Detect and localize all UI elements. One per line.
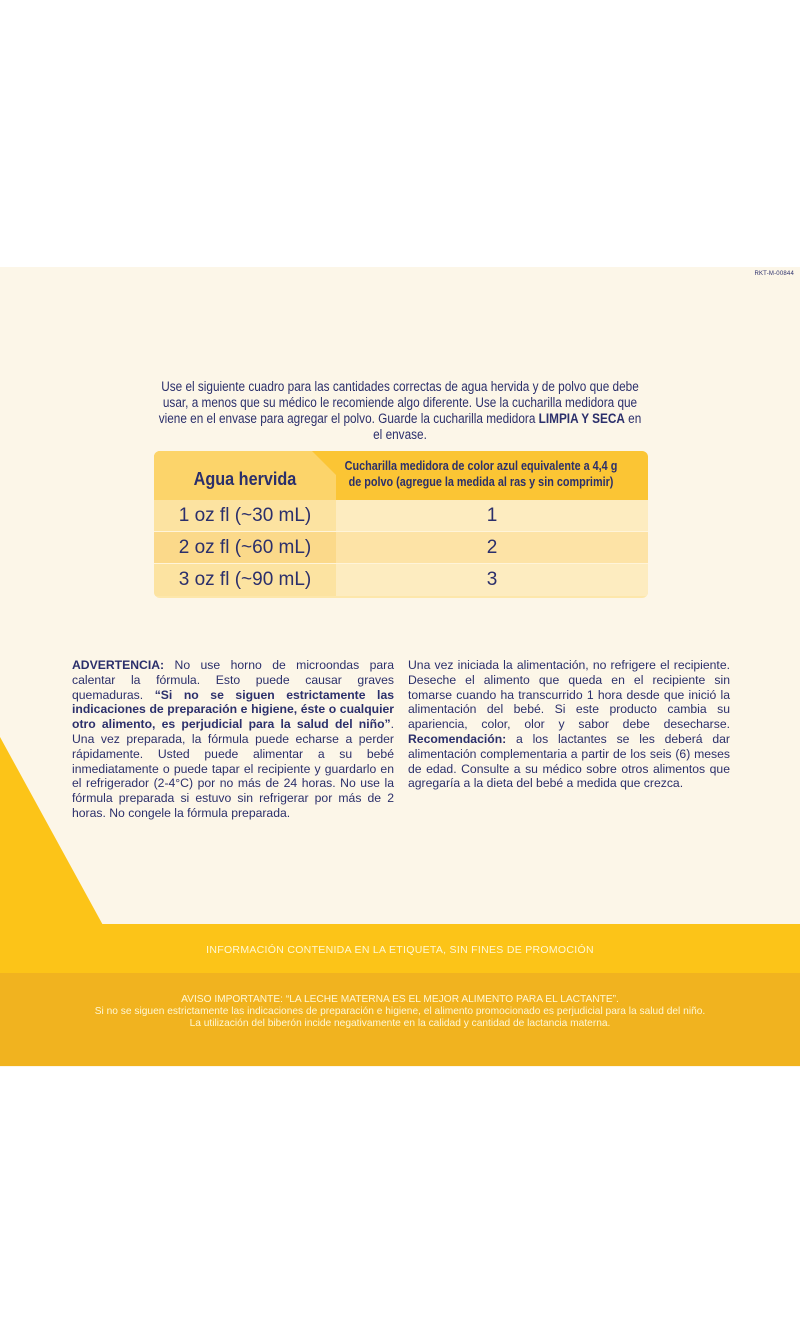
feeding-text: Una vez iniciada la alimentación, no refrigere el recipiente. Deseche el alimento que queda en el recipiente sin tomarse cuando ha transcurrido 1 hora desde que inició la alimentación del bebé. Si este producto cambia su apariencia, color, olor y sabor debe desecharse. — [408, 658, 730, 732]
notice-line: La utilización del biberón incide negativamente en la calidad y cantidad de lactancia materna. — [189, 1018, 611, 1030]
water-amount: 3 oz fl (~90 mL) — [154, 564, 336, 596]
table-row — [154, 500, 648, 532]
feeding-paragraph — [408, 658, 730, 791]
water-amount: 2 oz fl (~60 mL) — [154, 532, 336, 564]
intro-paragraph — [154, 379, 647, 443]
notice-line: Si no se siguen estrictamente las indicaciones de preparación e higiene, el alimento promocionado es perjudicial para la salud del niño. — [94, 1006, 706, 1018]
preparation-table — [154, 451, 648, 598]
warning-text: No use horno de microondas para calentar la fórmula. Esto puede causar graves quemaduras. — [72, 658, 394, 702]
table-row — [154, 532, 648, 564]
feeding-text-end: a los lactantes se les deberá dar alimentación complementaria a partir de los seis (6) meses de edad. Consulte a su médico sobre otros alimentos que agregaría a la dieta del bebé a medida que crezca. — [408, 731, 730, 791]
header-scoop: Cucharilla medidora de color azul equivalente a 4,4 g de polvo (agregue la medida al ras y sin comprimir) — [344, 459, 618, 489]
product-code: RKT-M-00844 — [754, 271, 794, 277]
warning-text-end: . Una vez preparada, la fórmula puede echarse a perder rápidamente. Usted puede alimentar a su bebé inmediatamente o puede tapar el recipiente y guardarlo en el refrigerador (2-4°C) por no más de 24 horas. No use la fórmula preparada si estuvo sin refrigerar por más de 2 horas. No congele la fórmula preparada. — [72, 717, 394, 820]
water-amount: 1 oz fl (~30 mL) — [154, 500, 336, 532]
scoop-count: 2 — [336, 532, 648, 564]
warning-paragraph — [72, 658, 394, 821]
scoop-count: 3 — [336, 564, 648, 596]
promo-notice: INFORMACIÓN CONTENIDA EN LA ETIQUETA, SIN FINES DE PROMOCIÓN — [206, 944, 594, 956]
important-notice — [0, 994, 800, 1031]
intro-text: Use el siguiente cuadro para las cantidades correctas de agua hervida y de polvo que debe usar, a menos que su médico le recomiende algo diferente. Use la cucharilla medidora que viene en el envase para agregar el polvo. Guarde la cucharilla medidora — [158, 379, 639, 426]
warning-quote: “Si no se siguen estrictamente las indicaciones de preparación e higiene, éste o cualquier otro alimento, es perjudicial para la salud del niño” — [72, 687, 394, 732]
header-water: Agua hervida — [193, 469, 297, 489]
intro-bold: LIMPIA Y SECA — [538, 411, 625, 426]
notice-line: AVISO IMPORTANTE: “LA LECHE MATERNA ES EL MEJOR ALIMENTO PARA EL LACTANTE”. — [181, 994, 619, 1005]
warning-label: ADVERTENCIA: — [72, 658, 165, 672]
intro-text-end: en el envase. — [373, 411, 642, 442]
table-header — [154, 451, 648, 500]
table-row — [154, 564, 648, 598]
recommendation-label: Recomendación: — [408, 731, 507, 746]
scoop-count: 1 — [336, 500, 648, 532]
